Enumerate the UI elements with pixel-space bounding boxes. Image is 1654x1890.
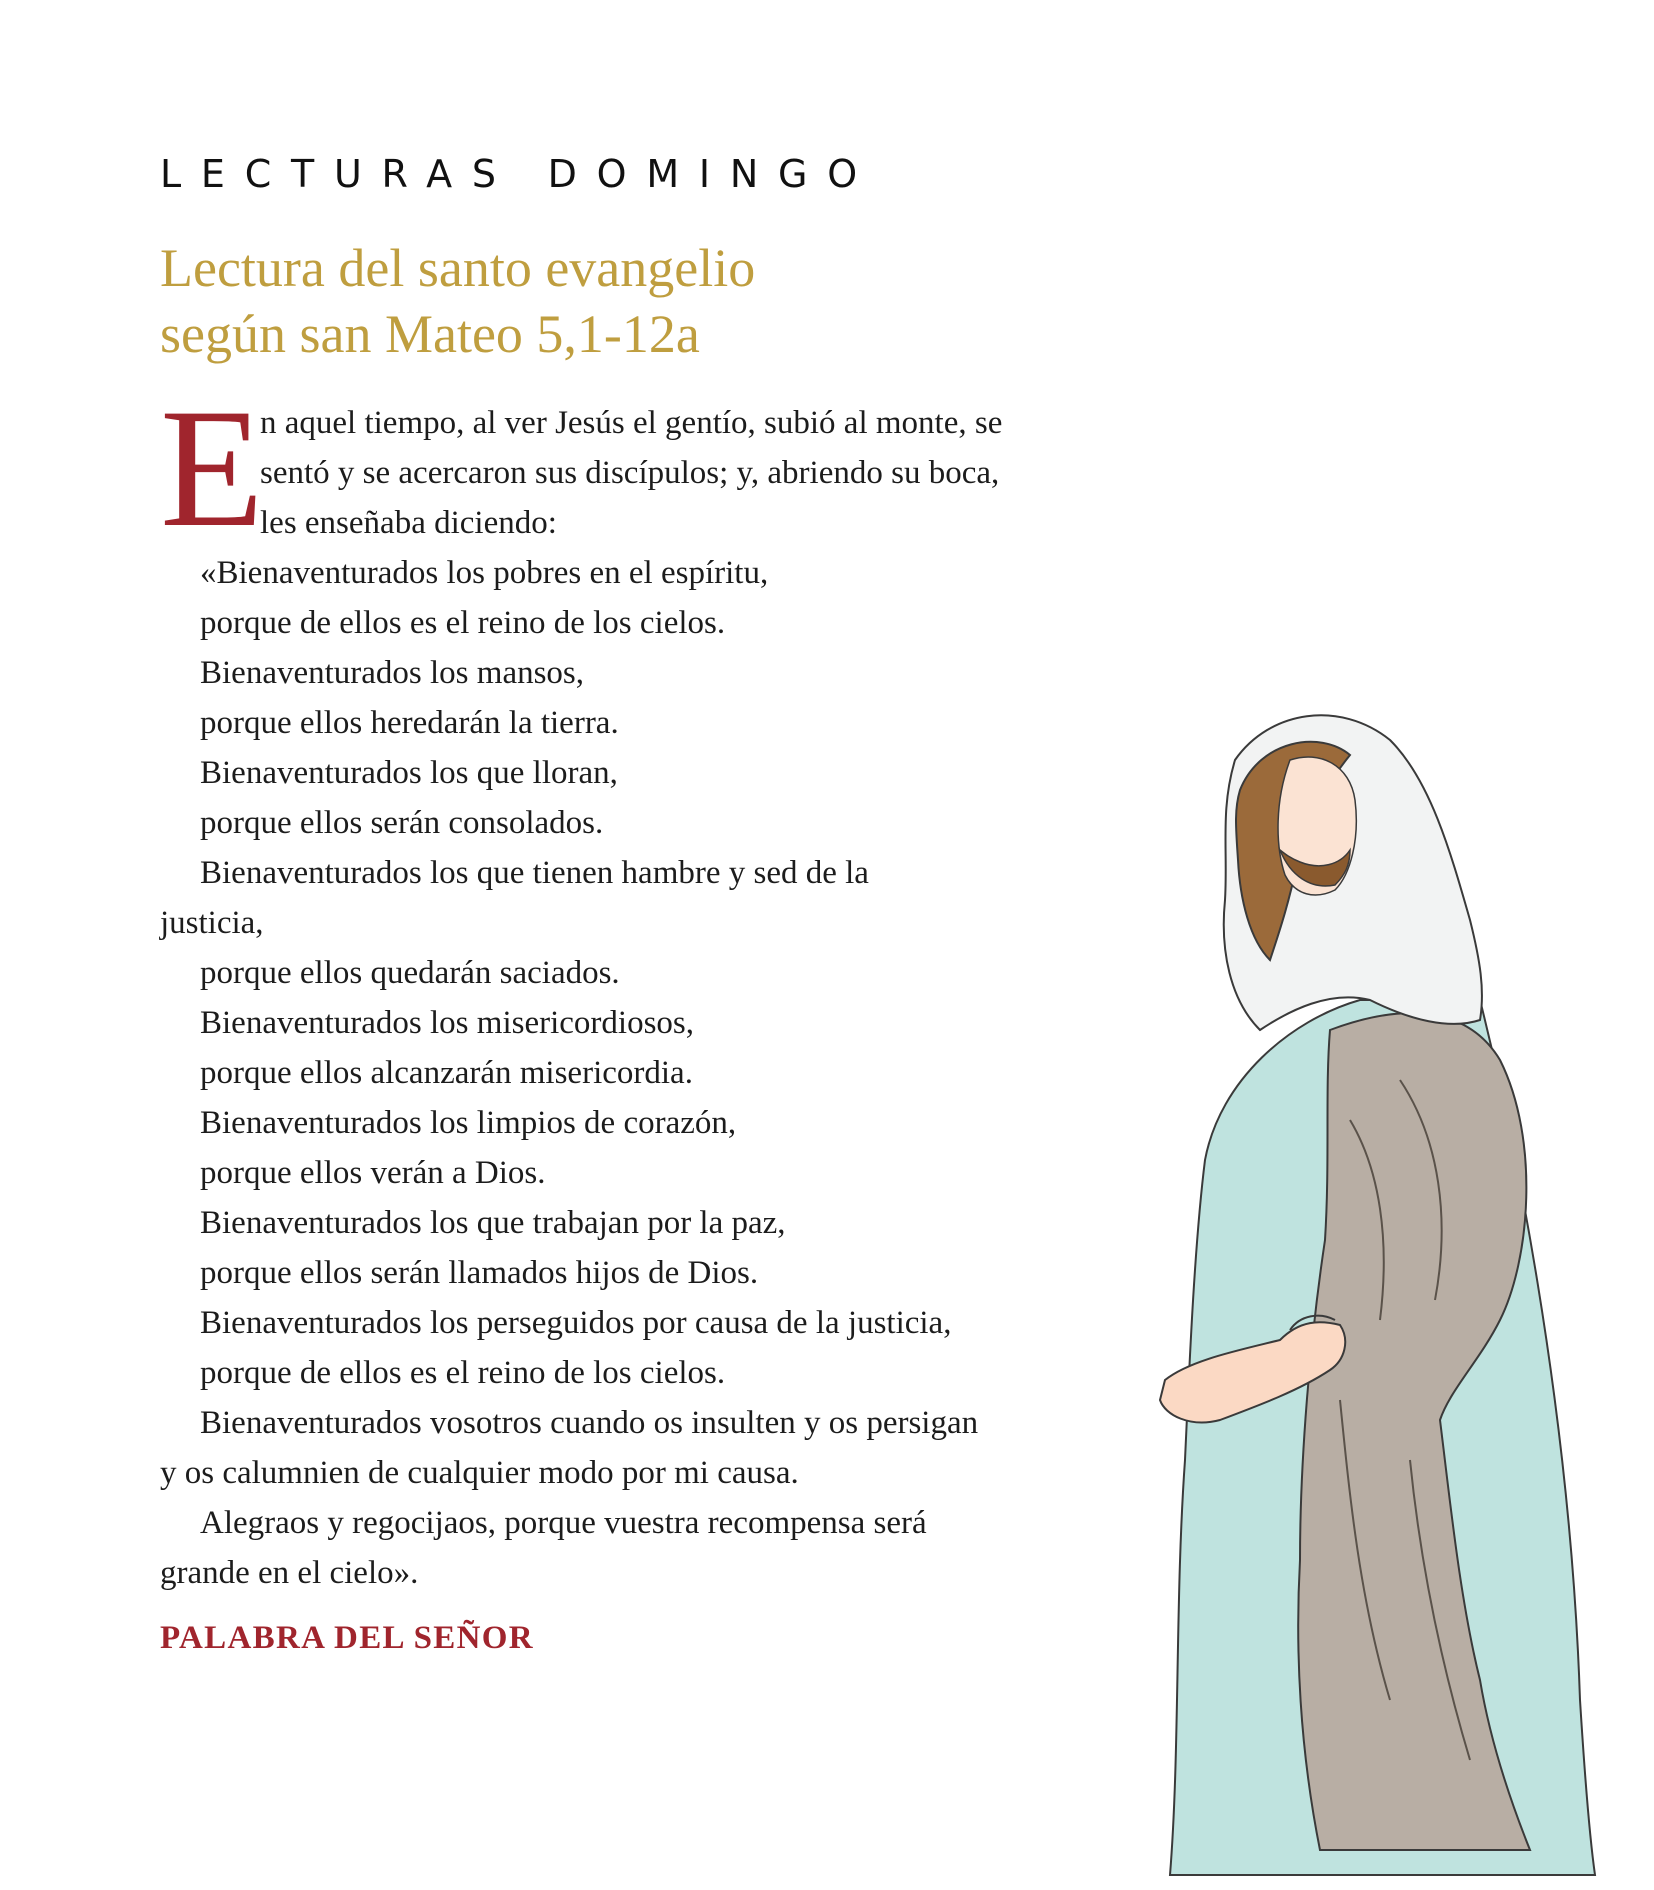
text-line: Alegraos y regocijaos, porque vuestra recompensa será [200,1505,927,1541]
reading-title [160,235,1060,367]
text-line: porque ellos serán consolados. [200,805,604,841]
text-line: justicia, [160,905,264,941]
text-line: les enseñaba diciendo: [260,505,557,541]
text-line: porque de ellos es el reino de los cielos. [200,605,726,641]
text-line: porque ellos heredarán la tierra. [200,705,619,741]
text-line: porque ellos verán a Dios. [200,1155,546,1191]
text-line: «Bienaventurados los pobres en el espíritu, [200,555,769,591]
text-line: porque ellos serán llamados hijos de Dios. [200,1255,759,1291]
text-line: Bienaventurados los que lloran, [200,755,618,791]
drop-cap: E [160,374,264,562]
title-line-1: Lectura del santo evangelio [160,238,756,298]
text-line: sentó y se acercaron sus discípulos; y, abriendo su boca, [260,455,1000,491]
text-line: Bienaventurados los perseguidos por causa de la justicia, [200,1305,952,1341]
text-line: grande en el cielo». [160,1555,419,1591]
text-line: y os calumnien de cualquier modo por mi causa. [160,1455,799,1491]
text-line: porque ellos quedarán saciados. [200,955,620,991]
text-line: porque ellos alcanzarán misericordia. [200,1055,693,1091]
text-line: Bienaventurados los que trabajan por la paz, [200,1205,786,1241]
section-label: LECTURAS DOMINGO [160,152,877,196]
text-line: Bienaventurados los limpios de corazón, [200,1105,737,1141]
title-line-2: según san Mateo 5,1-12a [160,304,700,364]
jesus-figure-illustration [1150,700,1630,1880]
text-line: porque de ellos es el reino de los cielos. [200,1355,726,1391]
text-line: n aquel tiempo, al ver Jesús el gentío, subió al monte, se [260,405,1003,441]
text-line: Bienaventurados los misericordiosos, [200,1005,695,1041]
closing-acclamation: PALABRA DEL SEÑOR [160,1620,534,1656]
text-line: Bienaventurados los que tienen hambre y sed de la [200,855,869,891]
text-line: Bienaventurados los mansos, [200,655,585,691]
text-line: Bienaventurados vosotros cuando os insulten y os persigan [200,1405,979,1441]
